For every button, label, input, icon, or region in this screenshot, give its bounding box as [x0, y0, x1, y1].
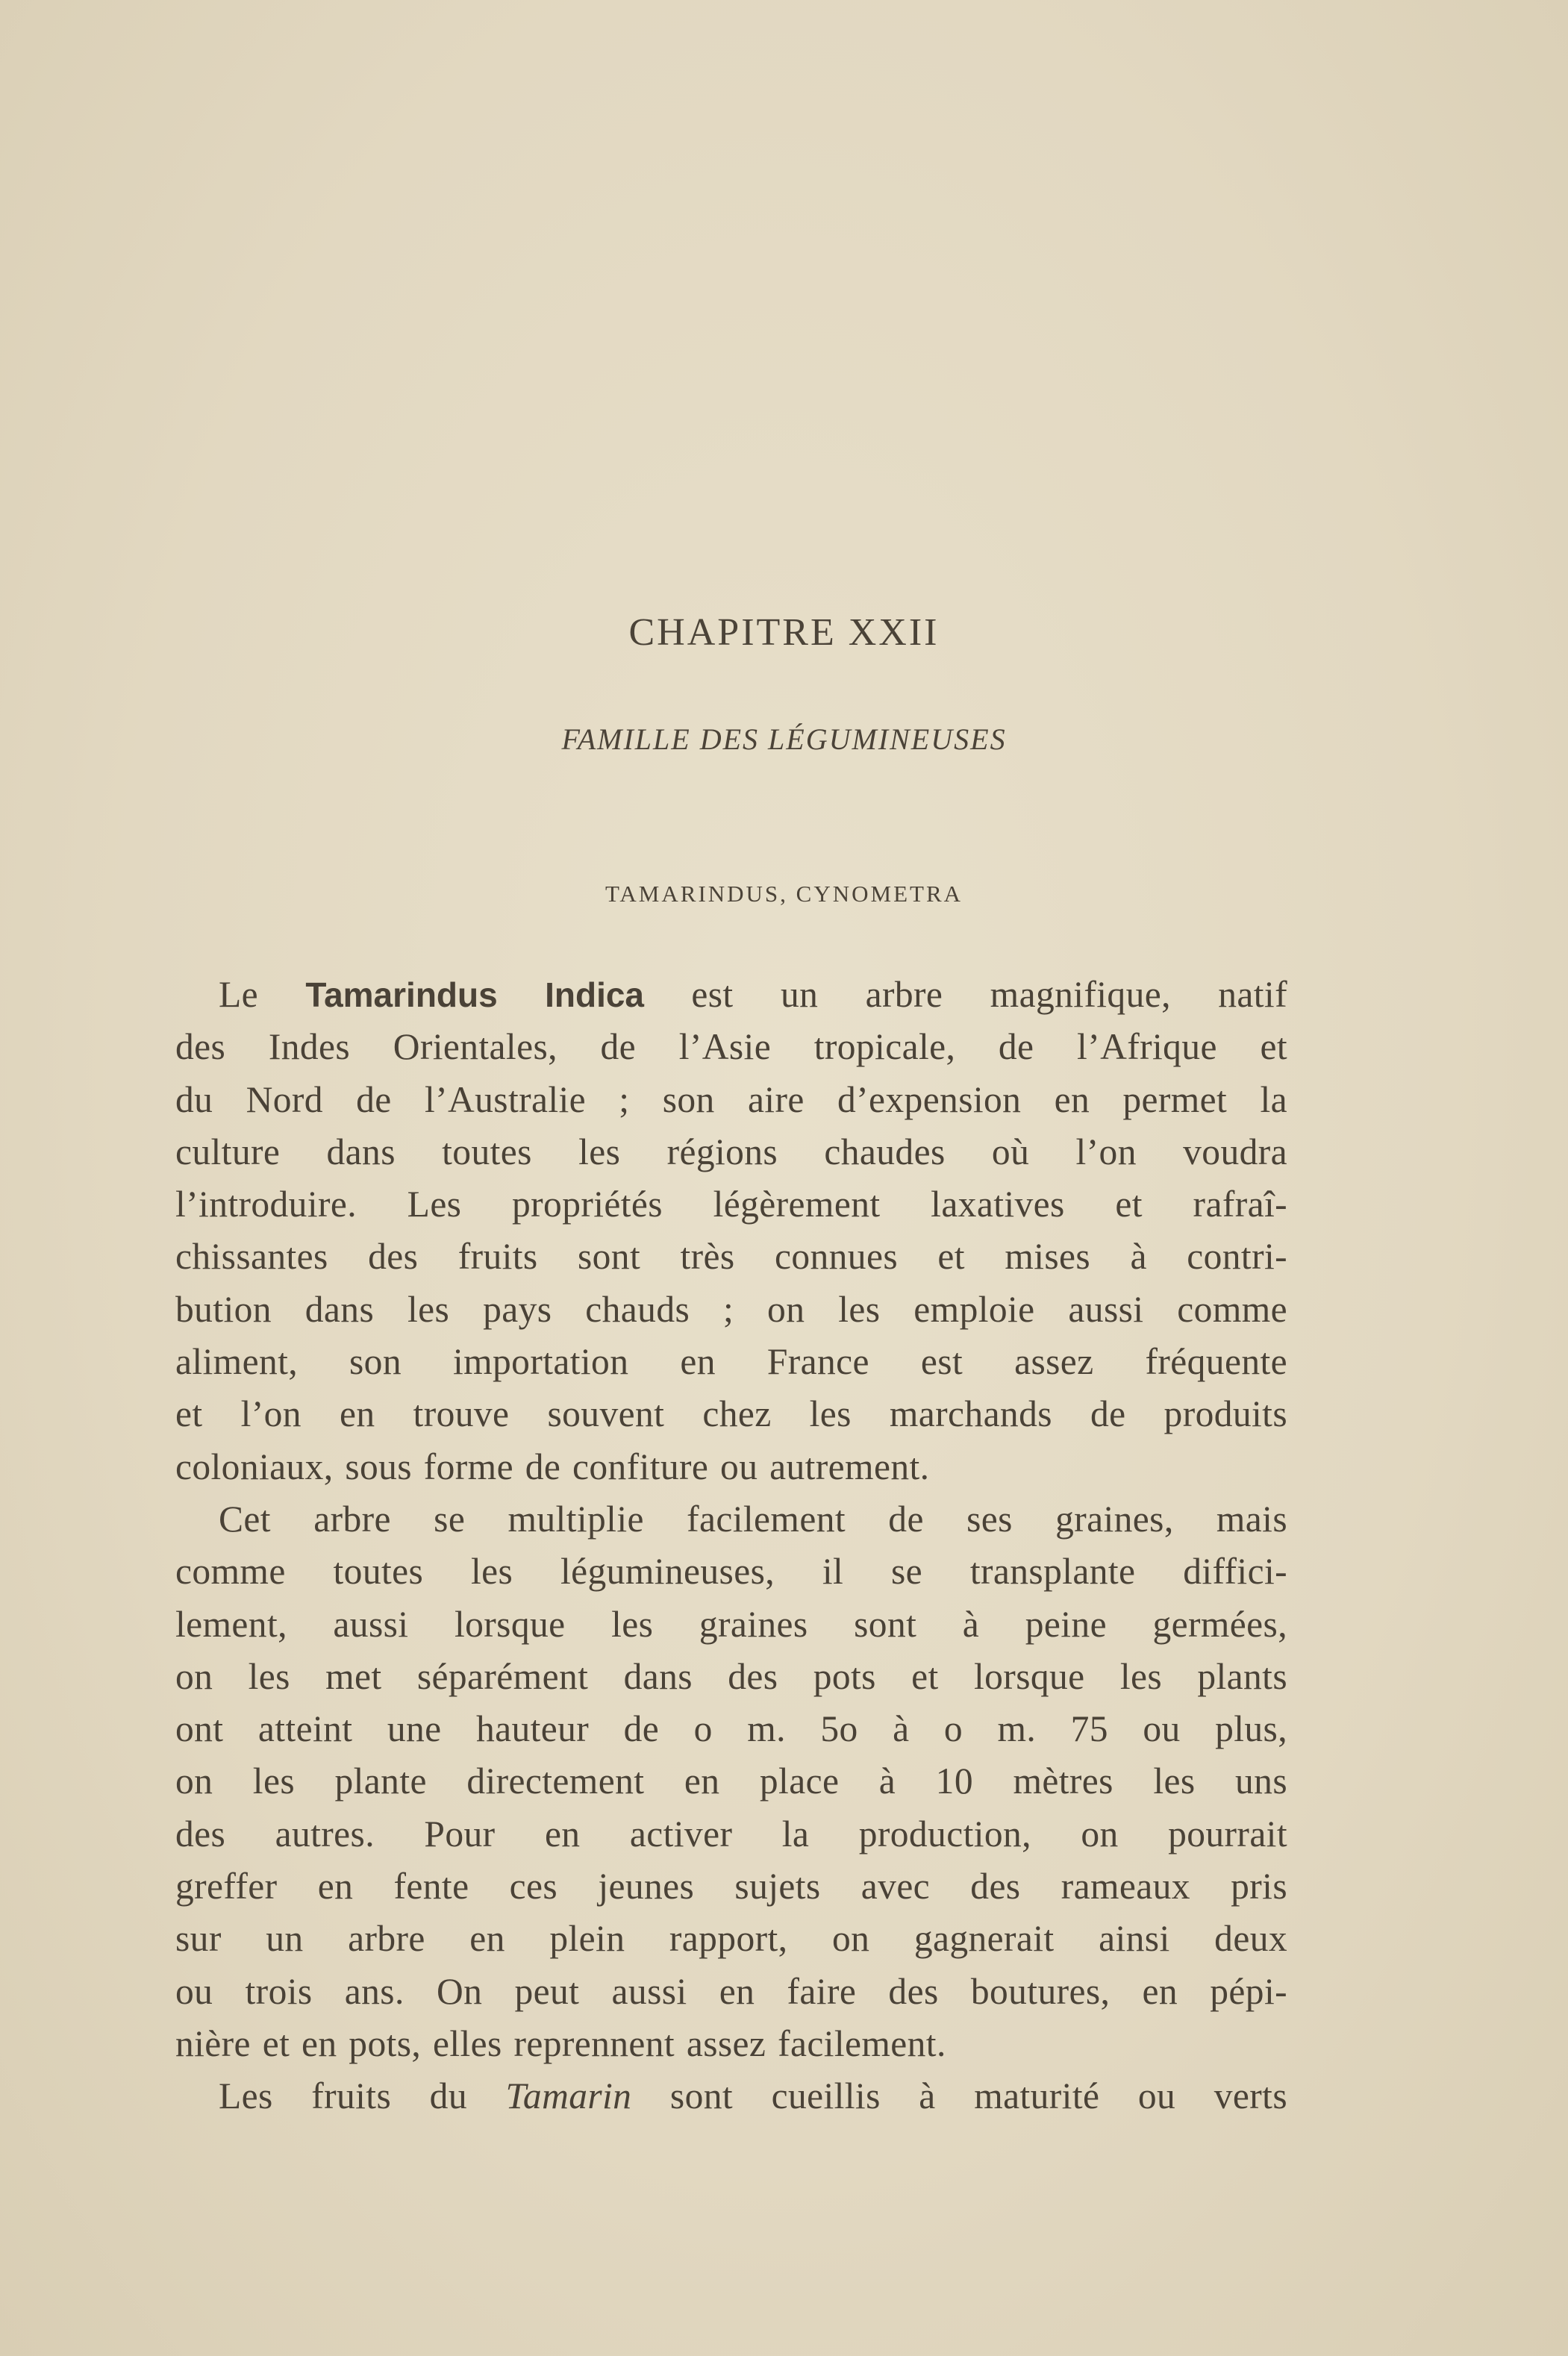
text-line: bution dans les pays chauds ; on les emploie aussi comme: [175, 1288, 1287, 1330]
text-line: l’introduire. Les propriétés légèrement laxatives et rafraî-: [175, 1184, 1287, 1225]
text-line: coloniaux, sous forme de confiture ou autrement.: [175, 1446, 930, 1487]
text-line: on les met séparément dans des pots et lorsque les plants: [175, 1655, 1287, 1697]
text-line: et l’on en trouve souvent chez les marchands de produits: [175, 1393, 1287, 1435]
text-line: des Indes Orientales, de l’Asie tropicale, de l’Afrique et: [175, 1026, 1287, 1068]
text-line: comme toutes les légumineuses, il se transplante diffici-: [175, 1551, 1287, 1593]
text-line: nière et en pots, elles reprennent assez facilement.: [175, 2022, 946, 2064]
text-line: culture dans toutes les régions chaudes où l’on voudra: [175, 1131, 1287, 1172]
text-line: chissantes des fruits sont très connues et mises à contri-: [175, 1236, 1287, 1278]
text-line: Cet arbre se multiplie facilement de ses graines, mais: [219, 1498, 1287, 1540]
text-line: des autres. Pour en activer la production, on pourrait: [175, 1813, 1287, 1855]
family-title: FAMILLE DES LÉGUMINEUSES: [561, 722, 1007, 756]
section-title: TAMARINDUS, CYNOMETRA: [605, 881, 963, 907]
text-line: aliment, son importation en France est assez fréquente: [175, 1341, 1287, 1383]
text-line: ou trois ans. On peut aussi en faire des boutures, en pépi-: [175, 1970, 1287, 2012]
text-line: greffer en fente ces jeunes sujets avec des rameaux pris: [175, 1866, 1287, 1907]
text-line: on les plante directement en place à 10 mètres les uns: [175, 1760, 1287, 1802]
text-line: lement, aussi lorsque les graines sont à peine germées,: [175, 1603, 1287, 1645]
text-line: Les fruits du Tamarin sont cueillis à maturité ou verts: [219, 2075, 1287, 2117]
species-name: Tamarindus Indica: [305, 975, 645, 1014]
text-line: Le Tamarindus Indica est un arbre magnifique, natif: [219, 974, 1287, 1015]
italic-term: Tamarin: [505, 2075, 632, 2117]
body-text: [175, 969, 1287, 2123]
text-line: du Nord de l’Australie ; son aire d’expension en permet la: [175, 1078, 1287, 1120]
chapter-title: CHAPITRE XXII: [628, 611, 940, 654]
text-line: sur un arbre en plein rapport, on gagnerait ainsi deux: [175, 1918, 1287, 1960]
text-line: ont atteint une hauteur de o m. 5o à o m. 75 ou plus,: [175, 1708, 1287, 1750]
